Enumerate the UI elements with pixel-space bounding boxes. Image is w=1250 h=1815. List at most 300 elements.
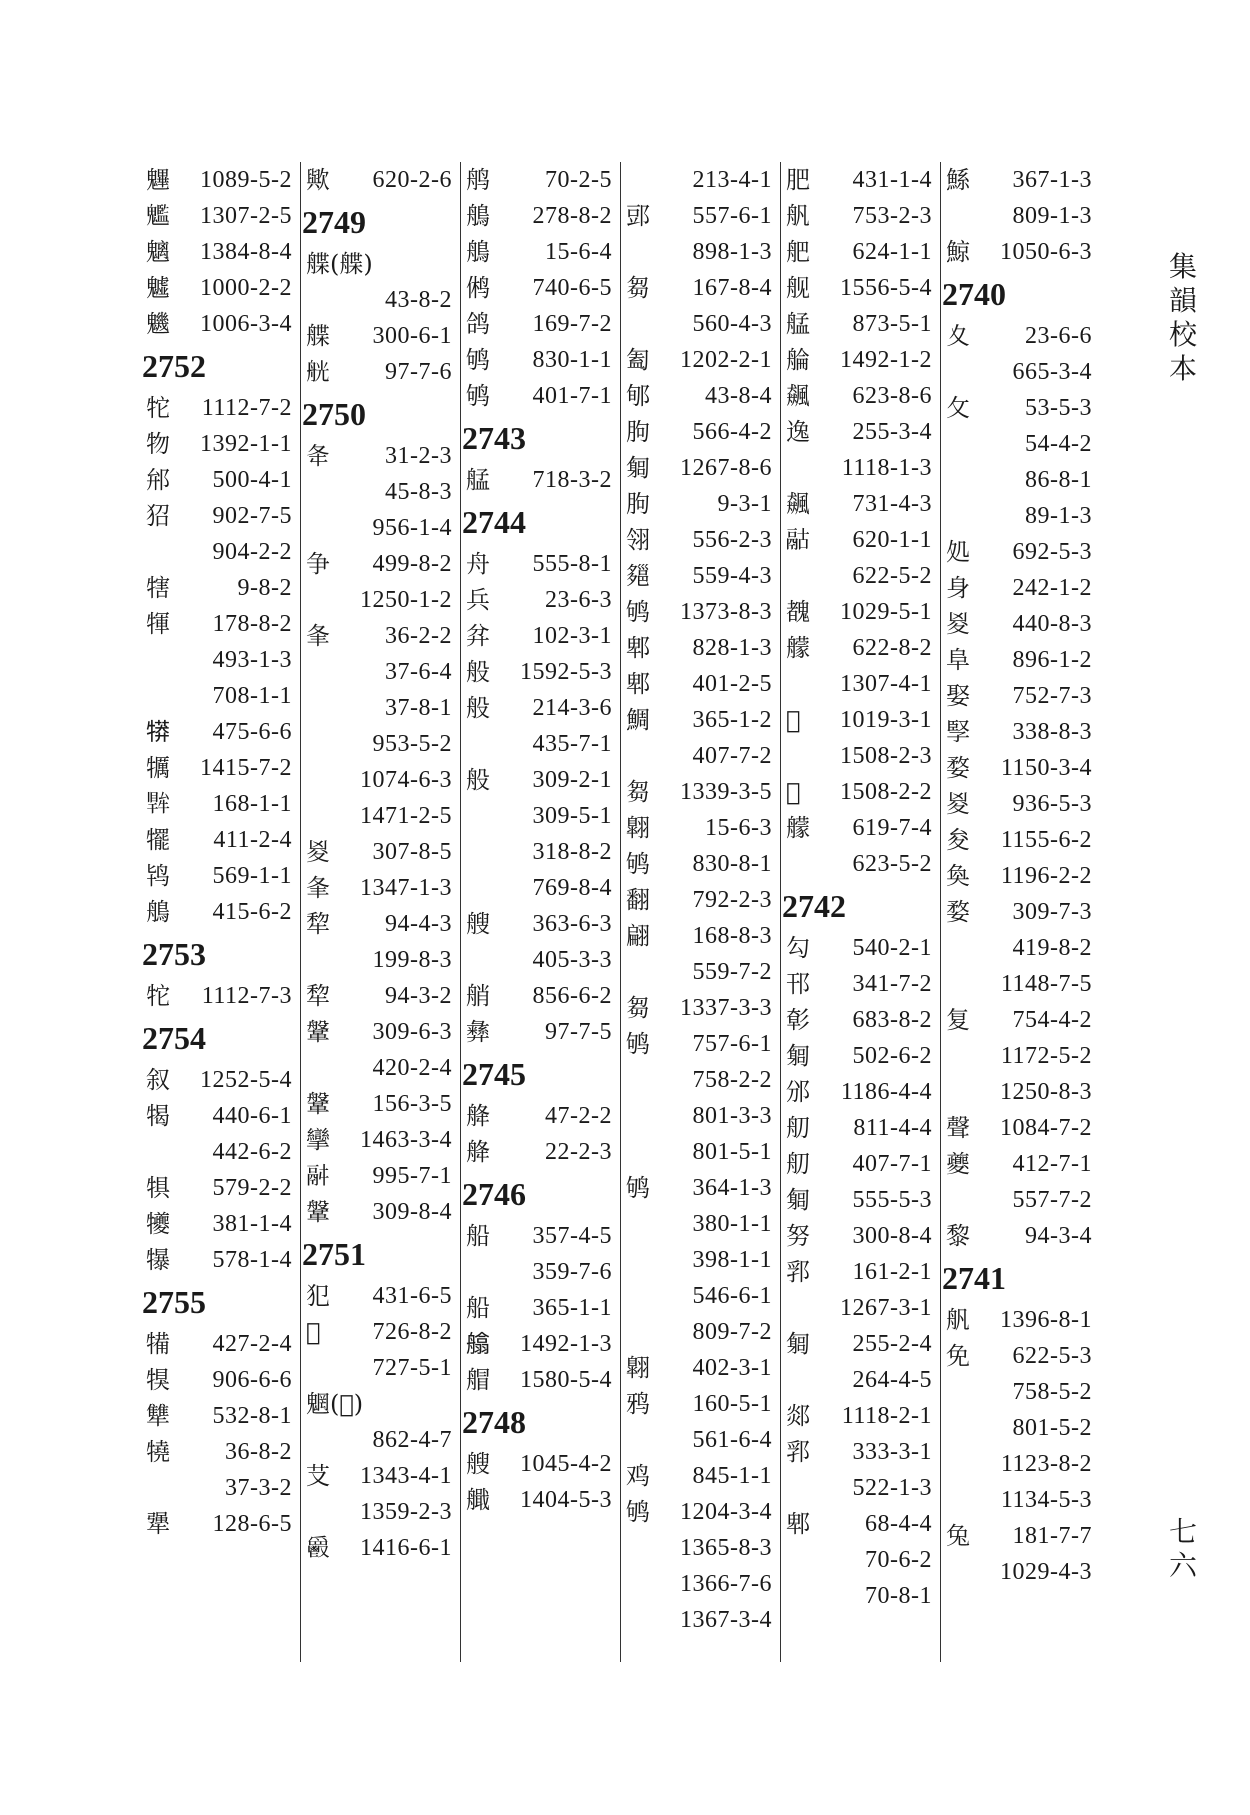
entry-character: 郫 <box>786 1510 810 1538</box>
entry-character: 𨚕 <box>146 466 170 494</box>
entry-character: 婺 <box>946 898 970 926</box>
entry-character: 弅 <box>466 622 490 650</box>
entry-reference: 427-2-4 <box>212 1331 292 1357</box>
index-entry <box>300 690 460 726</box>
entry-reference: 1050-6-3 <box>1000 239 1092 265</box>
entry-reference: 1339-3-5 <box>680 779 772 805</box>
index-entry <box>620 270 780 306</box>
entry-character: 船 <box>466 1222 490 1250</box>
index-entry <box>460 234 620 270</box>
index-entry <box>940 462 1100 498</box>
entry-character: 般 <box>466 766 490 794</box>
index-entry <box>940 966 1100 1002</box>
index-entry <box>620 522 780 558</box>
index-entry <box>780 1218 940 1254</box>
index-entry <box>460 906 620 942</box>
index-entry <box>620 594 780 630</box>
index-entry <box>140 678 300 714</box>
entry-character: 犯 <box>306 1282 330 1310</box>
entry-character: 匔 <box>786 1042 810 1070</box>
index-entry <box>780 666 940 702</box>
entry-reference: 94-3-2 <box>385 983 452 1009</box>
index-entry <box>620 1422 780 1458</box>
entry-character: 舤 <box>946 1306 970 1334</box>
index-entry <box>140 606 300 642</box>
entry-character: 翻 <box>626 886 650 914</box>
index-entry <box>780 966 940 1002</box>
entry-reference: 904-2-2 <box>212 539 292 565</box>
index-entry <box>620 990 780 1026</box>
entry-reference: 156-3-5 <box>372 1091 452 1117</box>
index-entry <box>940 498 1100 534</box>
index-entry <box>140 1206 300 1242</box>
entry-character: 郛 <box>786 1438 810 1466</box>
index-entry <box>300 1314 460 1350</box>
index-entry <box>140 306 300 342</box>
entry-reference: 1089-5-2 <box>200 167 292 193</box>
entry-reference: 178-8-2 <box>212 611 292 637</box>
entry-reference: 1202-2-1 <box>680 347 772 373</box>
entry-reference: 407-7-1 <box>852 1151 932 1177</box>
entry-character: 翩 <box>626 922 650 950</box>
section-heading: 2741 <box>942 1260 1006 1296</box>
entry-reference: 623-8-6 <box>852 383 932 409</box>
index-entry <box>620 1314 780 1350</box>
index-entry <box>300 1494 460 1530</box>
index-entry <box>940 1182 1100 1218</box>
entry-character: 叙 <box>146 1066 170 1094</box>
entry-reference: 68-4-4 <box>865 1511 932 1537</box>
entry-character: 奐 <box>946 862 970 890</box>
entry-character: 夋 <box>946 826 970 854</box>
index-entry <box>940 1302 1100 1338</box>
entry-character: 鸡 <box>626 1462 650 1490</box>
index-entry <box>460 978 620 1014</box>
section-heading: 2746 <box>462 1176 526 1212</box>
entry-character: 艘 <box>466 910 490 938</box>
entry-character: 𩰥 <box>306 1534 330 1562</box>
entry-reference: 906-6-6 <box>212 1367 292 1393</box>
index-entry <box>460 870 620 906</box>
index-entry <box>780 306 940 342</box>
entry-reference: 36-2-2 <box>385 623 452 649</box>
entry-reference: 1492-1-2 <box>840 347 932 373</box>
index-entry <box>300 282 460 318</box>
entry-reference: 828-1-3 <box>692 635 772 661</box>
entry-reference: 380-1-1 <box>692 1211 772 1237</box>
index-entry <box>940 786 1100 822</box>
index-entry <box>620 414 780 450</box>
entry-character: 黎 <box>946 1222 970 1250</box>
entry-character: 复 <box>946 1006 970 1034</box>
entry-reference: 23-6-3 <box>545 587 612 613</box>
entry-character: 魓 <box>146 166 170 194</box>
entry-character: 攣 <box>306 1126 330 1154</box>
entry-reference: 936-5-3 <box>1012 791 1092 817</box>
entry-reference: 357-4-5 <box>532 1223 612 1249</box>
entry-character: 鸲 <box>466 346 490 374</box>
entry-reference: 318-8-2 <box>532 839 612 865</box>
section-heading: 2752 <box>142 348 206 384</box>
index-entry <box>940 198 1100 234</box>
entry-reference: 431-6-5 <box>372 1283 452 1309</box>
entry-reference: 440-8-3 <box>1012 611 1092 637</box>
entry-reference: 37-3-2 <box>225 1475 292 1501</box>
index-entry <box>300 618 460 654</box>
entry-character: 犨 <box>146 1402 170 1430</box>
index-entry <box>140 1170 300 1206</box>
index-entry <box>300 906 460 942</box>
index-entry <box>940 354 1100 390</box>
index-entry <box>140 1242 300 1278</box>
entry-reference: 1359-2-3 <box>360 1499 452 1525</box>
entry-reference: 1134-5-3 <box>1000 1487 1092 1513</box>
index-entry <box>300 942 460 978</box>
entry-reference: 300-8-4 <box>852 1223 932 1249</box>
entry-reference: 1186-4-4 <box>840 1079 932 1105</box>
entry-reference: 1267-3-1 <box>840 1295 932 1321</box>
entry-reference: 555-5-3 <box>852 1187 932 1213</box>
entry-reference: 830-8-1 <box>692 851 772 877</box>
index-entry <box>940 318 1100 354</box>
entry-character: 船 <box>466 1294 490 1322</box>
entry-reference: 727-5-1 <box>372 1355 452 1381</box>
entry-reference: 792-2-3 <box>692 887 772 913</box>
entry-reference: 557-7-2 <box>1012 1187 1092 1213</box>
index-entry <box>460 942 620 978</box>
index-entry <box>620 1386 780 1422</box>
index-entry <box>300 546 460 582</box>
index-entry <box>780 1470 940 1506</box>
entry-character: 魍(𩴁) <box>306 1390 364 1418</box>
entry-reference: 522-1-3 <box>852 1475 932 1501</box>
entry-character: 鸲 <box>626 1030 650 1058</box>
entry-reference: 167-8-4 <box>692 275 772 301</box>
index-entry <box>460 1326 620 1362</box>
entry-reference: 540-2-1 <box>852 935 932 961</box>
entry-character: 犗 <box>146 574 170 602</box>
entry-reference: 1337-3-3 <box>680 995 772 1021</box>
index-entry <box>940 234 1100 270</box>
entry-character: 郇 <box>626 382 650 410</box>
entry-character: 郖 <box>626 202 650 230</box>
index-entry <box>780 486 940 522</box>
index-entry <box>780 162 940 198</box>
entry-character: 般 <box>466 694 490 722</box>
entry-reference: 419-8-2 <box>1012 935 1092 961</box>
entry-reference: 365-1-1 <box>532 1295 612 1321</box>
entry-reference: 557-6-1 <box>692 203 772 229</box>
index-entry <box>940 1518 1100 1554</box>
index-entry <box>300 1422 460 1458</box>
entry-reference: 309-8-4 <box>372 1199 452 1225</box>
index-entry <box>460 162 620 198</box>
index-entry <box>620 738 780 774</box>
entry-reference: 1123-8-2 <box>1000 1451 1092 1477</box>
index-entry <box>940 1146 1100 1182</box>
entry-character: 舽 <box>466 1102 490 1130</box>
entry-reference: 102-3-1 <box>532 623 612 649</box>
entry-reference: 255-3-4 <box>852 419 932 445</box>
entry-reference: 1250-8-3 <box>1000 1079 1092 1105</box>
entry-character: 鞶 <box>306 1198 330 1226</box>
entry-character: 㚇 <box>306 838 330 866</box>
index-entry <box>780 702 940 738</box>
entry-reference: 199-8-3 <box>372 947 452 973</box>
entry-reference: 264-4-5 <box>852 1367 932 1393</box>
entry-reference: 758-2-2 <box>692 1067 772 1093</box>
section-heading: 2754 <box>142 1020 206 1056</box>
index-entry <box>460 1098 620 1134</box>
entry-reference: 1204-3-4 <box>680 1499 772 1525</box>
section-heading: 2744 <box>462 504 526 540</box>
entry-reference: 754-4-2 <box>1012 1007 1092 1033</box>
entry-reference: 1365-8-3 <box>680 1535 772 1561</box>
entry-reference: 560-4-3 <box>692 311 772 337</box>
entry-reference: 811-4-4 <box>853 1115 932 1141</box>
index-entry <box>300 1086 460 1122</box>
entry-character: 免 <box>946 1342 970 1370</box>
index-entry <box>300 474 460 510</box>
index-entry <box>780 1182 940 1218</box>
entry-reference: 569-1-1 <box>212 863 292 889</box>
entry-character: 舤 <box>786 202 810 230</box>
index-entry <box>140 1062 300 1098</box>
entry-reference: 338-8-3 <box>1012 719 1092 745</box>
entry-character: 魕 <box>146 310 170 338</box>
entry-character: 舠 <box>786 1150 810 1178</box>
entry-character: 𦫿 <box>306 1462 330 1490</box>
entry-character: 艥 <box>466 1486 490 1514</box>
index-entry <box>780 774 940 810</box>
index-entry <box>300 1458 460 1494</box>
index-entry <box>140 162 300 198</box>
index-entry <box>620 1134 780 1170</box>
entry-character: 䰩 <box>786 598 810 626</box>
index-entry <box>460 654 620 690</box>
index-entry <box>620 1566 780 1602</box>
entry-character: 𤛘 <box>146 718 170 746</box>
index-entry <box>460 1362 620 1398</box>
index-entry <box>460 546 620 582</box>
entry-character: 般 <box>466 658 490 686</box>
index-entry <box>780 198 940 234</box>
entry-reference: 442-6-2 <box>212 1139 292 1165</box>
index-entry <box>780 1290 940 1326</box>
entry-reference: 1074-6-3 <box>360 767 452 793</box>
index-entry <box>140 822 300 858</box>
entry-character: 肥 <box>786 166 810 194</box>
entry-reference: 708-1-1 <box>212 683 292 709</box>
index-entry <box>300 318 460 354</box>
entry-character: 鸼 <box>466 166 490 194</box>
entry-reference: 364-1-3 <box>692 1175 772 1201</box>
index-entry <box>780 1326 940 1362</box>
index-column-4 <box>620 162 781 1662</box>
entry-reference: 169-7-2 <box>532 311 612 337</box>
entry-reference: 1307-4-1 <box>840 671 932 697</box>
entry-reference: 559-7-2 <box>692 959 772 985</box>
entry-reference: 475-6-6 <box>212 719 292 745</box>
index-entry <box>300 762 460 798</box>
index-entry <box>460 378 620 414</box>
entry-character: 夔 <box>946 1150 970 1178</box>
index-entry <box>620 810 780 846</box>
index-entry <box>780 1146 940 1182</box>
entry-reference: 546-6-1 <box>692 1283 772 1309</box>
section-heading: 2748 <box>462 1404 526 1440</box>
entry-reference: 845-1-1 <box>692 1463 772 1489</box>
index-entry <box>940 534 1100 570</box>
index-entry <box>140 642 300 678</box>
entry-character: 邠 <box>786 1078 810 1106</box>
entry-character: 舟 <box>466 550 490 578</box>
entry-reference: 309-7-3 <box>1012 899 1092 925</box>
entry-character: 朐 <box>626 418 650 446</box>
index-entry <box>940 1482 1100 1518</box>
entry-character: 鯨 <box>946 238 970 266</box>
entry-character: 艘 <box>466 1450 490 1478</box>
index-entry <box>140 570 300 606</box>
entry-character: 犕 <box>146 1330 170 1358</box>
index-entry <box>300 978 460 1014</box>
entry-character: 㸰 <box>146 982 170 1010</box>
index-entry <box>140 1470 300 1506</box>
entry-character: 魑 <box>146 238 170 266</box>
index-entry <box>140 714 300 750</box>
entry-reference: 160-5-1 <box>692 1391 772 1417</box>
entry-character: 犦 <box>146 1246 170 1274</box>
entry-character: 犂 <box>306 982 330 1010</box>
section-heading: 2755 <box>142 1284 206 1320</box>
entry-reference: 1172-5-2 <box>1000 1043 1092 1069</box>
entry-reference: 1508-2-2 <box>840 779 932 805</box>
entry-character: 身 <box>946 574 970 602</box>
entry-character: 彝 <box>466 1018 490 1046</box>
entry-reference: 1196-2-2 <box>1000 863 1092 889</box>
entry-character: 朐 <box>626 490 650 518</box>
entry-reference: 97-7-6 <box>385 359 452 385</box>
index-entry <box>780 342 940 378</box>
entry-reference: 956-1-4 <box>372 515 452 541</box>
index-entry <box>460 582 620 618</box>
entry-reference: 726-8-2 <box>372 1319 452 1345</box>
index-entry <box>140 390 300 426</box>
index-entry <box>140 978 300 1014</box>
page-number: 七六 <box>1168 1515 1197 1582</box>
entry-character: 孯 <box>946 718 970 746</box>
index-column-3 <box>460 162 621 1662</box>
entry-reference: 620-2-6 <box>372 167 452 193</box>
index-entry <box>780 1542 940 1578</box>
entry-reference: 757-6-1 <box>692 1031 772 1057</box>
entry-character: 鸺 <box>466 274 490 302</box>
index-entry <box>620 954 780 990</box>
index-entry <box>460 462 620 498</box>
entry-reference: 1556-5-4 <box>840 275 932 301</box>
entry-character: 䑳 <box>786 346 810 374</box>
entry-character: 犪 <box>146 1210 170 1238</box>
entry-character: 𩲅 <box>306 1318 321 1346</box>
entry-reference: 168-1-1 <box>212 791 292 817</box>
entry-reference: 1155-6-2 <box>1000 827 1092 853</box>
index-entry <box>460 1254 620 1290</box>
entry-reference: 94-3-4 <box>1025 1223 1092 1249</box>
entry-reference: 45-8-3 <box>385 479 452 505</box>
entry-reference: 752-7-3 <box>1012 683 1092 709</box>
entry-reference: 1580-5-4 <box>520 1367 612 1393</box>
entry-reference: 15-6-4 <box>545 239 612 265</box>
entry-reference: 161-2-1 <box>852 1259 932 1285</box>
index-entry <box>620 486 780 522</box>
entry-reference: 70-2-5 <box>545 167 612 193</box>
index-entry <box>140 198 300 234</box>
entry-reference: 23-6-6 <box>1025 323 1092 349</box>
entry-character: 鸲 <box>626 1498 650 1526</box>
index-entry <box>940 426 1100 462</box>
entry-character: 㚇 <box>946 610 970 638</box>
entry-character: 芻 <box>626 274 650 302</box>
entry-character: 㸰 <box>146 394 170 422</box>
entry-reference: 622-5-3 <box>1012 1343 1092 1369</box>
entry-reference: 407-7-2 <box>692 743 772 769</box>
entry-reference: 532-8-1 <box>212 1403 292 1429</box>
entry-character: 㹆 <box>146 610 170 638</box>
entry-character: 鞶 <box>306 1018 330 1046</box>
entry-reference: 1592-5-3 <box>520 659 612 685</box>
entry-character: 㹦 <box>146 502 170 530</box>
index-entry <box>620 882 780 918</box>
entry-reference: 622-8-2 <box>852 635 932 661</box>
entry-reference: 359-7-6 <box>532 1259 612 1285</box>
section-heading: 2749 <box>302 204 366 240</box>
index-entry <box>620 1098 780 1134</box>
entry-character: 鵃 <box>466 238 490 266</box>
entry-reference: 740-6-5 <box>532 275 612 301</box>
index-entry <box>780 1398 940 1434</box>
index-entry <box>460 798 620 834</box>
entry-character: 舽 <box>466 1138 490 1166</box>
entry-character: 匔 <box>786 1330 810 1358</box>
entry-reference: 97-7-5 <box>545 1019 612 1045</box>
index-entry <box>620 342 780 378</box>
entry-reference: 856-6-2 <box>532 983 612 1009</box>
entry-reference: 561-6-4 <box>692 1427 772 1453</box>
index-entry <box>780 1578 940 1614</box>
entry-reference: 1373-8-3 <box>680 599 772 625</box>
index-entry <box>300 1530 460 1566</box>
index-entry <box>620 1350 780 1386</box>
index-entry <box>780 558 940 594</box>
entry-character: 夅 <box>306 442 330 470</box>
index-entry <box>140 498 300 534</box>
index-entry <box>300 834 460 870</box>
entry-character: 努 <box>786 1222 810 1250</box>
entry-reference: 769-8-4 <box>532 875 612 901</box>
index-entry <box>940 894 1100 930</box>
entry-reference: 214-3-6 <box>532 695 612 721</box>
index-entry <box>780 630 940 666</box>
index-entry <box>620 1026 780 1062</box>
index-column-5 <box>780 162 941 1662</box>
entry-character: 鸲 <box>626 1174 650 1202</box>
entry-reference: 1471-2-5 <box>360 803 452 829</box>
entry-character: 𦨻 <box>306 358 330 386</box>
index-entry <box>620 162 780 198</box>
index-entry <box>780 738 940 774</box>
section-heading: 2743 <box>462 420 526 456</box>
index-entry <box>460 726 620 762</box>
